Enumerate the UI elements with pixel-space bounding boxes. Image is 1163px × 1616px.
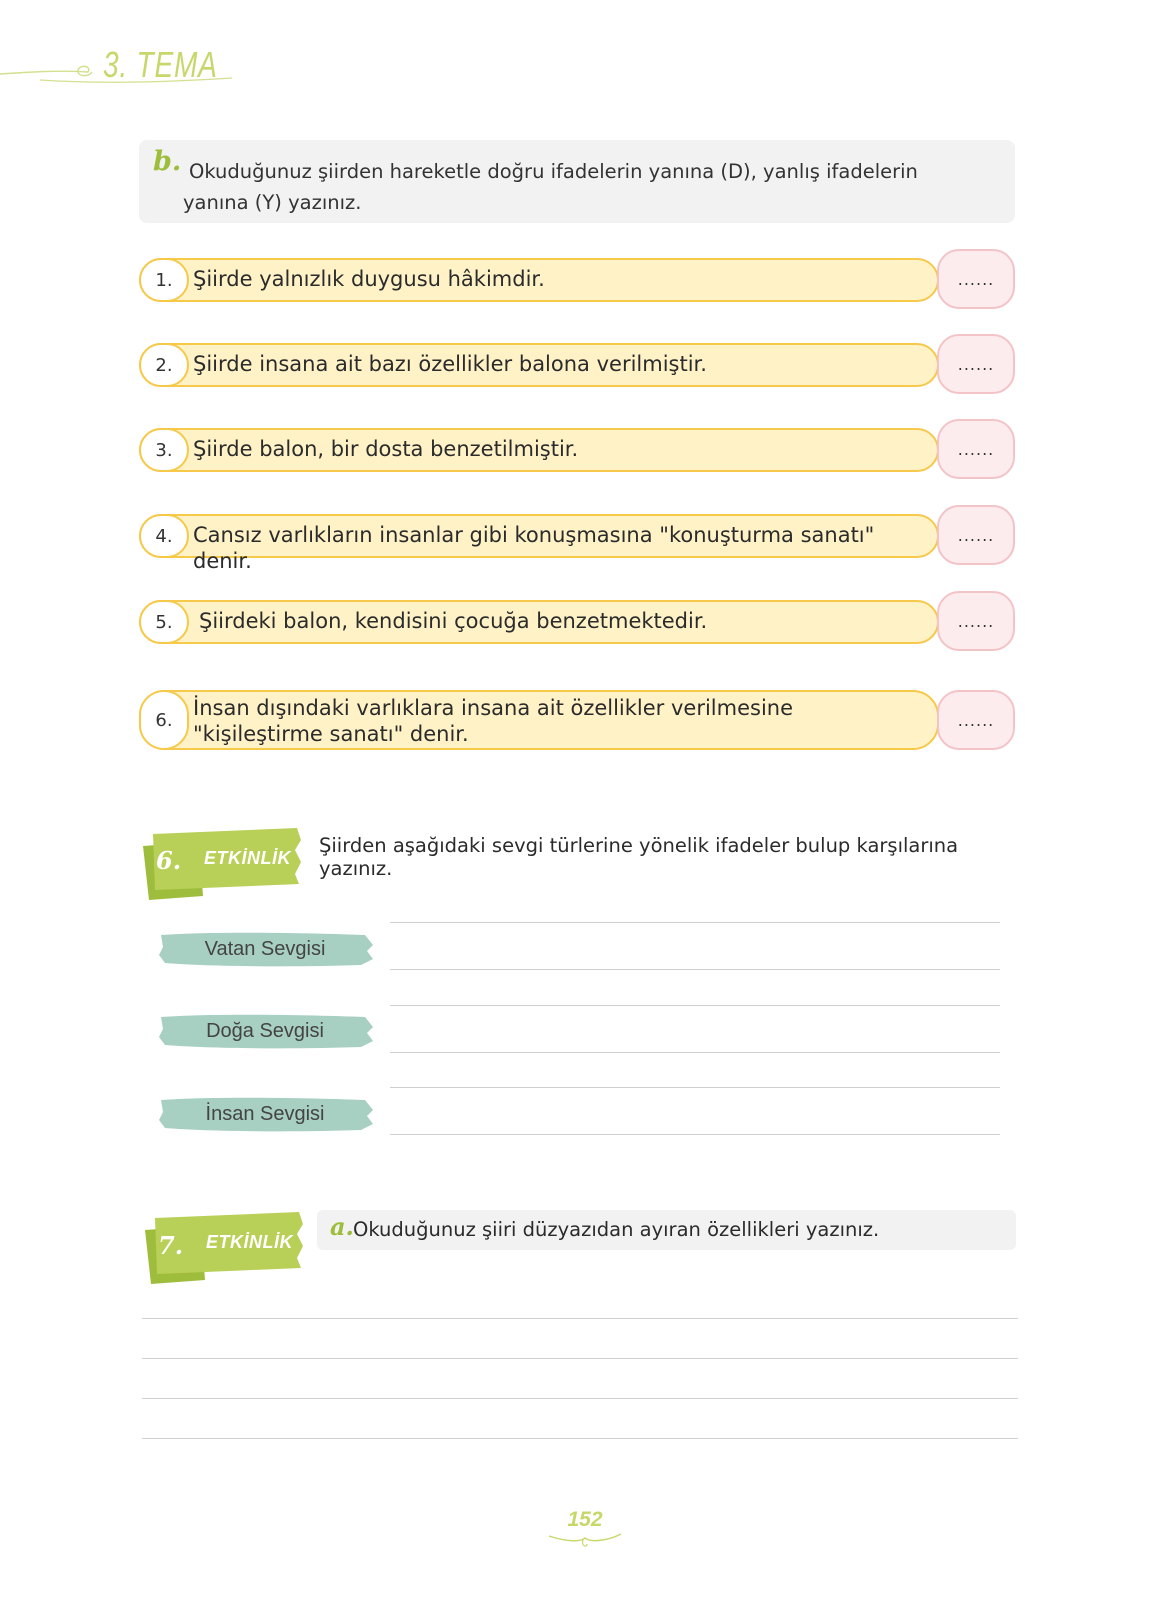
activity-7-letter: a. [330,1212,354,1241]
activity-6-label: ETKİNLİK [204,848,291,868]
activity-7-label: ETKİNLİK [206,1232,293,1252]
writing-line[interactable] [390,922,1000,923]
activity-7-instruction: Okuduğunuz şiiri düzyazıdan ayıran özellikleri yazınız. [353,1218,880,1241]
statement-number: 6. [139,690,189,750]
statement-text: Şiirde insana ait bazı özellikler balona verilmiştir. [193,352,707,376]
answer-field[interactable]: ...... [937,505,1015,565]
instruction-text-b: Okuduğunuz şiirden hareketle doğru ifadelerin yanına (D), yanlış ifadelerin yanına (Y) yazınız. [183,160,918,214]
statement-number: 1. [139,258,189,302]
writing-line[interactable] [390,1052,1000,1053]
writing-line[interactable] [390,1005,1000,1006]
section-letter-b: b. [153,146,182,177]
writing-line[interactable] [142,1398,1018,1399]
writing-line[interactable] [142,1358,1018,1359]
page-number: 152 [567,1508,603,1531]
answer-field[interactable]: ...... [937,334,1015,394]
answer-field[interactable]: ...... [937,419,1015,479]
page-number-swirl [547,1526,623,1550]
writing-line[interactable] [390,1134,1000,1135]
activity-6-number: 6. [156,846,182,875]
activity-7-number: 7. [158,1231,184,1260]
answer-field[interactable]: ...... [937,591,1015,651]
statement-number: 3. [139,428,189,472]
answer-field[interactable]: ...... [937,249,1015,309]
writing-line[interactable] [390,969,1000,970]
writing-line[interactable] [142,1318,1018,1319]
doga-sevgisi-label: Doğa Sevgisi [206,1019,324,1042]
theme-title: 3. TEMA [103,44,218,85]
insan-sevgisi-label: İnsan Sevgisi [205,1102,325,1125]
statement-text: Şiirde balon, bir dosta benzetilmiştir. [193,437,579,461]
statement-text: İnsan dışındaki varlıklara insana ait özellikler verilmesine "kişileştirme sanatı" denir. [193,696,794,746]
writing-line[interactable] [390,1087,1000,1088]
statement-number: 2. [139,343,189,387]
statement-number: 4. [139,514,189,558]
statement-text: Cansız varlıkların insanlar gibi konuşmasına "konuşturma sanatı" denir. [193,523,875,573]
statement-text: Şiirdeki balon, kendisini çocuğa benzetmektedir. [199,609,708,633]
vatan-sevgisi-label: Vatan Sevgisi [204,937,326,960]
statement-number: 5. [139,600,189,644]
statement-text: Şiirde yalnızlık duygusu hâkimdir. [193,267,545,291]
activity-6-instruction: Şiirden aşağıdaki sevgi türlerine yönelik ifadeler bulup karşılarına yazınız. [319,834,959,880]
writing-line[interactable] [142,1438,1018,1439]
answer-field[interactable]: ...... [937,690,1015,750]
